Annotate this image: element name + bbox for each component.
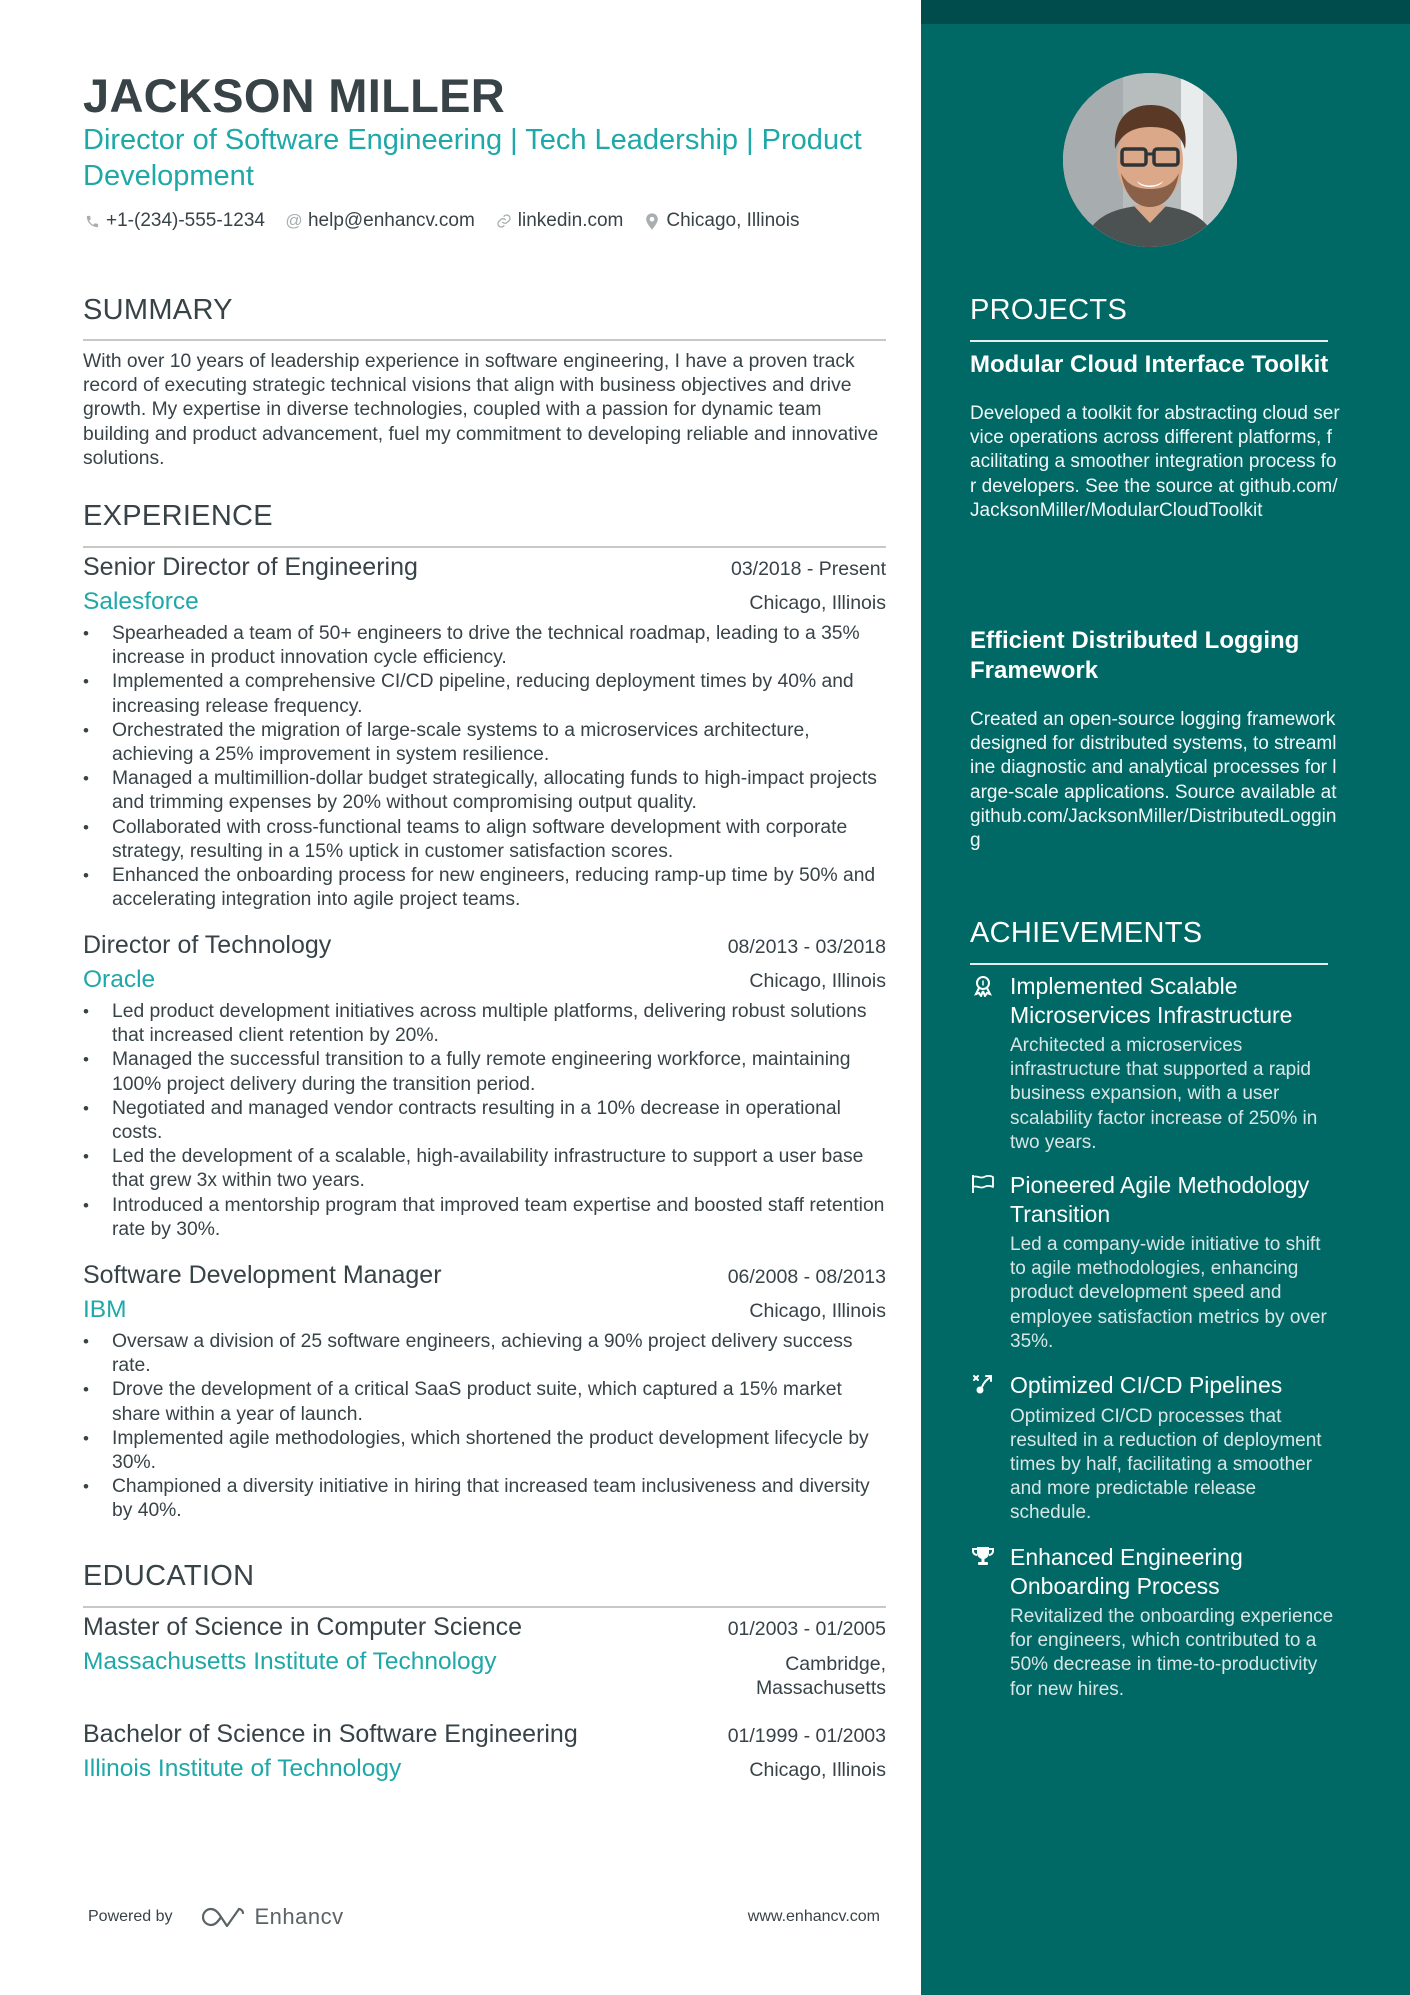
candidate-headline: Director of Software Engineering | Tech Leadership | Product Development	[83, 124, 862, 192]
project-item	[970, 626, 1340, 853]
job-bullet: • Introduced a mentorship program that improved team expertise and boosted staff retention rate by 30%.	[83, 1194, 886, 1242]
trophy-icon	[970, 1546, 996, 1572]
projects-heading: PROJECTS	[970, 294, 1128, 326]
achievements-divider	[970, 963, 1328, 965]
powered-by	[88, 1904, 344, 1930]
job-bullet: • Championed a diversity initiative in hiring that increased team inclusiveness and diversity by 40%.	[83, 1475, 886, 1523]
project-description: Created an open-source logging framework designed for distributed systems, to streamline diagnostic and analytical processes for large-scale applications. Source available at github.com/JacksonMiller/DistributedLogging	[970, 709, 1337, 852]
job-entry	[83, 553, 886, 912]
education-date: 01/2003 - 01/2005	[727, 1618, 886, 1640]
job-bullets	[83, 622, 886, 912]
powered-by-label: Powered by	[88, 1908, 173, 1925]
achievement-description: Revitalized the onboarding experience for engineers, which contributed to a 50% decrease in time-to-productivity for new hires.	[1010, 1606, 1334, 1700]
job-bullet: • Led product development initiatives across multiple platforms, delivering robust solutions that increased client retention by 20%.	[83, 1000, 886, 1048]
website-link[interactable]: www.enhancv.com	[747, 1908, 880, 1925]
contact-linkedin-text: linkedin.com	[517, 210, 624, 231]
achievement-title: Implemented Scalable Microservices Infrastructure	[1010, 973, 1293, 1028]
school-name: Massachusetts Institute of Technology	[83, 1648, 497, 1675]
candidate-name: JACKSON MILLER	[83, 69, 505, 122]
job-bullet: • Spearheaded a team of 50+ engineers to drive the technical roadmap, leading to a 35% increase in product innovation cycle efficiency.	[83, 622, 886, 670]
summary-divider	[83, 339, 886, 341]
job-company: IBM	[83, 1296, 127, 1323]
job-company: Oracle	[83, 966, 156, 993]
contact-linkedin[interactable]	[495, 210, 624, 232]
education-location: Cambridge, Massachusetts	[755, 1653, 886, 1699]
flag-icon	[970, 1174, 996, 1200]
contact-phone-text: +1-(234)-555-1234	[106, 210, 265, 231]
job-bullet: • Implemented agile methodologies, which shortened the product development lifecycle by 30%.	[83, 1427, 886, 1475]
job-entry	[83, 1261, 886, 1524]
job-bullets	[83, 1000, 886, 1242]
job-date: 08/2013 - 03/2018	[727, 936, 886, 958]
achievement-item	[970, 972, 1350, 1155]
project-title: Efficient Distributed Logging Framework	[970, 627, 1300, 684]
experience-heading: EXPERIENCE	[83, 500, 273, 532]
degree-title: Master of Science in Computer Science	[83, 1613, 523, 1641]
school-name: Illinois Institute of Technology	[83, 1755, 402, 1782]
degree-title: Bachelor of Science in Software Engineering	[83, 1720, 578, 1748]
contact-phone[interactable]	[83, 210, 265, 232]
job-bullet: • Led the development of a scalable, high-availability infrastructure to support a user base that grew 3x within two years.	[83, 1145, 886, 1193]
experience-divider	[83, 546, 886, 548]
enhancv-logo-icon	[199, 1905, 245, 1929]
job-bullet: • Drove the development of a critical SaaS product suite, which captured a 15% market share within a year of launch.	[83, 1378, 886, 1426]
location-pin-icon	[643, 212, 661, 230]
projects-divider	[970, 340, 1328, 342]
job-bullet: • Managed a multimillion-dollar budget strategically, allocating funds to high-impact projects and trimming expenses by 20% without compromising output quality.	[83, 767, 886, 815]
job-bullet: • Enhanced the onboarding process for new engineers, reducing ramp-up time by 50% and accelerating integration into agile project teams.	[83, 864, 886, 912]
job-bullet: • Collaborated with cross-functional teams to align software development with corporate strategy, resulting in a 15% uptick in customer satisfaction scores.	[83, 816, 886, 864]
project-description: Developed a toolkit for abstracting cloud service operations across different platforms, facilitating a smoother integration process for developers. See the source at github.com/JacksonMiller/ModularCloudToolkit	[970, 403, 1340, 521]
achievement-item	[970, 1171, 1350, 1354]
project-title: Modular Cloud Interface Toolkit	[970, 351, 1329, 378]
job-title: Senior Director of Engineering	[83, 553, 418, 581]
achievements-heading: ACHIEVEMENTS	[970, 917, 1203, 949]
job-bullet: • Implemented a comprehensive CI/CD pipeline, reducing deployment times by 40% and increasing release frequency.	[83, 670, 886, 718]
achievement-item	[970, 1371, 1350, 1526]
profile-photo-illustration	[1063, 73, 1237, 247]
sidebar-top-band	[921, 0, 1410, 24]
job-bullet: • Orchestrated the migration of large-scale systems to a microservices architecture, achieving a 25% improvement in system resilience.	[83, 719, 886, 767]
contact-location-text: Chicago, Illinois	[666, 210, 800, 231]
strategy-path-icon	[970, 1374, 996, 1400]
job-title: Director of Technology	[83, 931, 332, 959]
job-company: Salesforce	[83, 588, 199, 615]
education-date: 01/1999 - 01/2003	[727, 1725, 886, 1747]
job-bullet: • Oversaw a division of 25 software engineers, achieving a 90% project delivery success rate.	[83, 1330, 886, 1378]
education-heading: EDUCATION	[83, 1560, 255, 1592]
contact-location	[643, 210, 799, 232]
job-location: Chicago, Illinois	[749, 592, 886, 614]
achievement-description: Architected a microservices infrastructure that supported a rapid business expansion, with a user scalability factor increase of 250% in two years.	[1010, 1035, 1318, 1153]
job-bullet: • Managed the successful transition to a fully remote engineering workforce, maintaining 100% project delivery during the transition period.	[83, 1048, 886, 1096]
summary-text: With over 10 years of leadership experience in software engineering, I have a proven track record of executing strategic technical visions that align with business objectives and drive growth. My expertise in diverse technologies, coupled with a passion for dynamic team building and product advancement, fuel my commitment to developing reliable and innovative solutions.	[83, 351, 879, 469]
contact-row	[83, 210, 819, 232]
job-date: 03/2018 - Present	[730, 558, 886, 580]
enhancv-brand-text: Enhancv	[254, 1904, 344, 1929]
achievement-title: Pioneered Agile Methodology Transition	[1010, 1172, 1310, 1227]
job-date: 06/2008 - 08/2013	[727, 1266, 886, 1288]
phone-icon	[83, 212, 101, 230]
achievement-description: Led a company-wide initiative to shift to agile methodologies, enhancing product development speed and employee satisfaction metrics by over 35%.	[1010, 1234, 1327, 1352]
job-bullet: • Negotiated and managed vendor contracts resulting in a 10% decrease in operational costs.	[83, 1097, 886, 1145]
education-entry	[83, 1720, 886, 1783]
footer	[88, 1904, 880, 1930]
enhancv-logo[interactable]	[199, 1904, 344, 1930]
achievement-title: Enhanced Engineering Onboarding Process	[1010, 1544, 1243, 1599]
summary-heading: SUMMARY	[83, 294, 233, 326]
contact-email[interactable]	[285, 210, 475, 232]
achievement-title: Optimized CI/CD Pipelines	[1010, 1372, 1283, 1398]
job-location: Chicago, Illinois	[749, 1300, 886, 1322]
link-icon	[495, 212, 513, 230]
achievement-description: Optimized CI/CD processes that resulted in a reduction of deployment times by half, facilitating a smoother and more predictable release schedule.	[1010, 1405, 1322, 1524]
contact-email-text: help@enhancv.com	[307, 210, 475, 231]
job-entry	[83, 931, 886, 1242]
at-icon: @	[285, 211, 303, 230]
education-entry	[83, 1613, 886, 1700]
award-ribbon-icon	[970, 975, 996, 1001]
education-location: Chicago, Illinois	[749, 1759, 886, 1781]
project-item	[970, 350, 1340, 523]
job-bullets	[83, 1330, 886, 1524]
job-location: Chicago, Illinois	[749, 970, 886, 992]
education-divider	[83, 1606, 886, 1608]
sidebar	[921, 0, 1410, 1995]
job-title: Software Development Manager	[83, 1261, 442, 1289]
achievement-item	[970, 1543, 1350, 1702]
profile-photo	[1063, 73, 1237, 247]
